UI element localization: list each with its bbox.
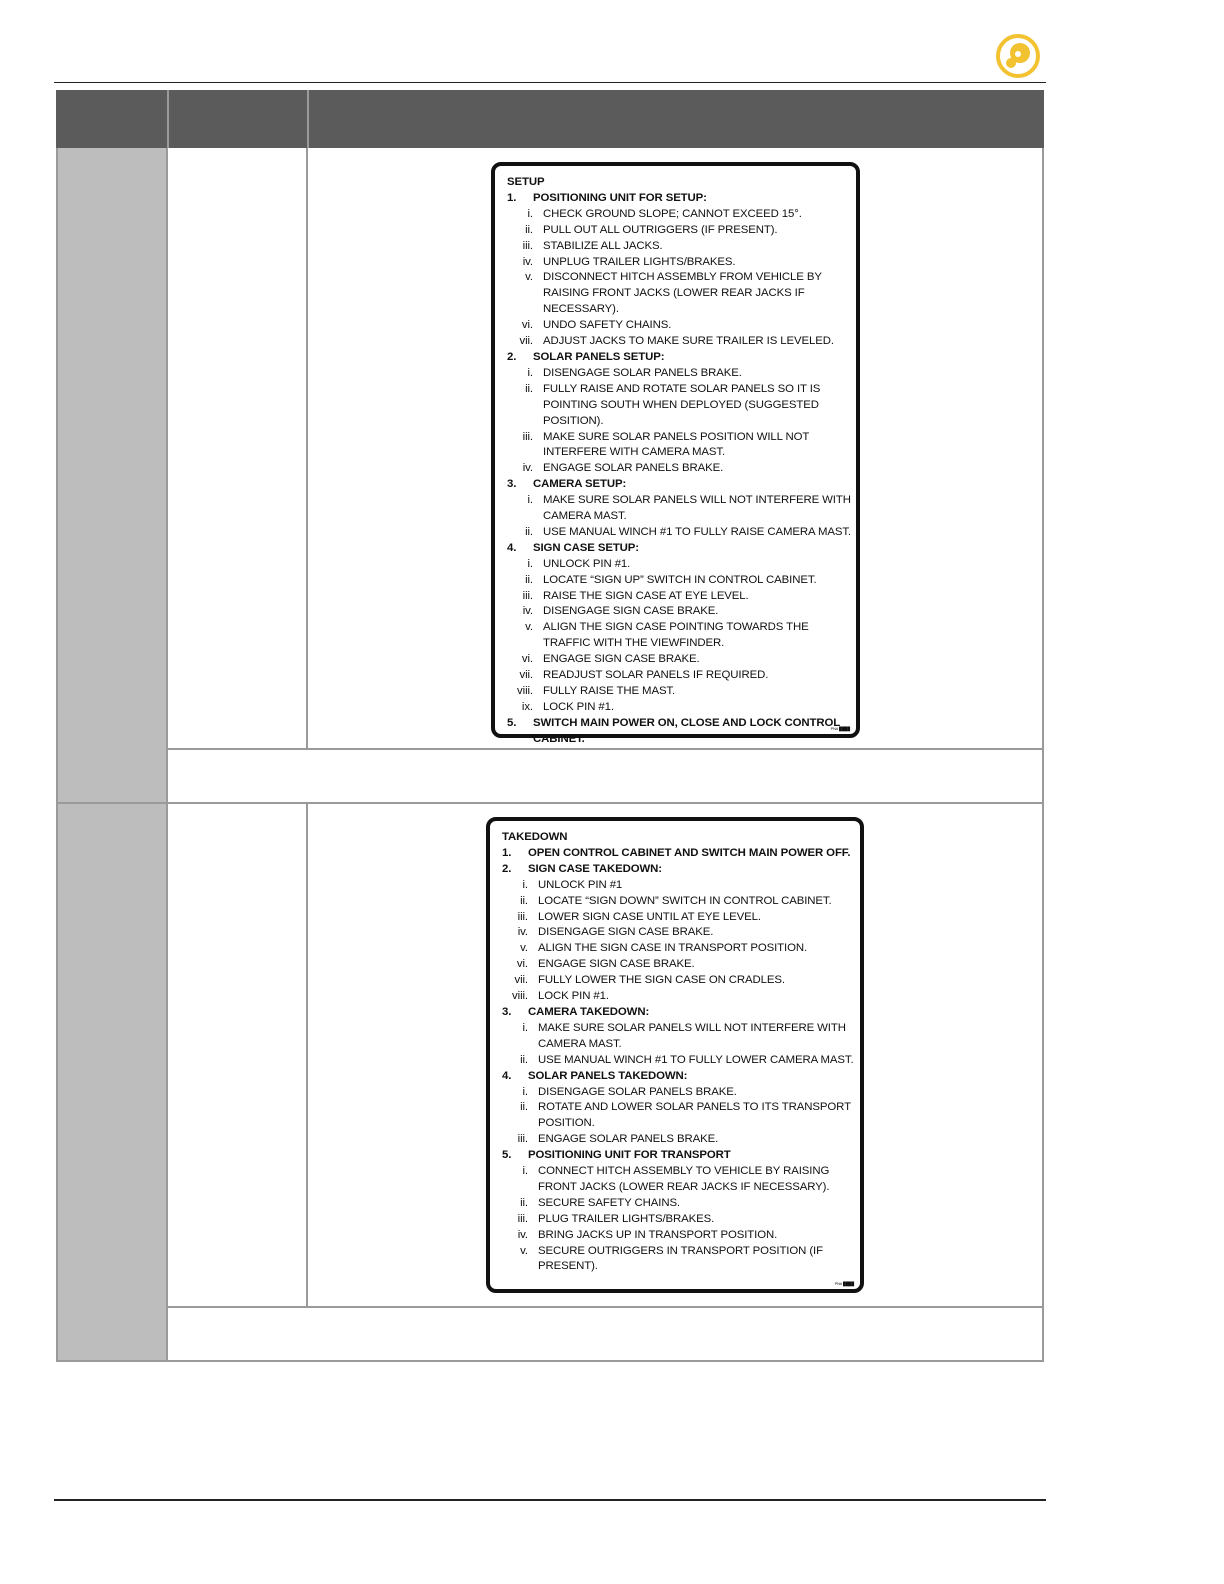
- list-item: [507, 684, 852, 700]
- section-title: CAMERA TAKEDOWN:: [528, 1005, 650, 1018]
- list-item: [502, 1021, 856, 1053]
- item-numeral: i.: [522, 878, 528, 891]
- item-numeral: iv.: [517, 926, 528, 939]
- section-number: 5.: [507, 716, 517, 729]
- item-text: DISENGAGE SIGN CASE BRAKE.: [538, 926, 714, 939]
- section-title: SIGN CASE TAKEDOWN:: [528, 862, 662, 875]
- item-numeral: iii.: [517, 1212, 528, 1225]
- item-text: ADJUST JACKS TO MAKE SURE TRAILER IS LEVELED.: [543, 335, 834, 348]
- list-item: [507, 589, 852, 605]
- item-numeral: iii.: [517, 1133, 528, 1146]
- list-item: [502, 1244, 856, 1276]
- item-numeral: vi.: [516, 958, 528, 971]
- section-heading: [502, 1005, 856, 1021]
- item-text: MAKE SURE SOLAR PANELS POSITION WILL NOT INTERFERE WITH CAMERA MAST.: [543, 430, 810, 459]
- section-title: CAMERA SETUP:: [533, 478, 627, 491]
- list-item: [507, 382, 852, 430]
- item-text: FULLY RAISE AND ROTATE SOLAR PANELS SO IT IS POINTING SOUTH WHEN DEPLOYED (SUGGESTED POSITION).: [543, 382, 821, 427]
- item-numeral: vii.: [519, 335, 533, 348]
- item-text: USE MANUAL WINCH #1 TO FULLY RAISE CAMERA MAST.: [543, 525, 851, 538]
- section-title: OPEN CONTROL CABINET AND SWITCH MAIN POWER OFF.: [528, 846, 851, 859]
- list-item: [507, 318, 852, 334]
- item-numeral: ii.: [525, 382, 533, 395]
- item-text: STABILIZE ALL JACKS.: [543, 239, 663, 252]
- item-text: UNPLUG TRAILER LIGHTS/BRAKES.: [543, 255, 736, 268]
- item-numeral: iv.: [522, 605, 533, 618]
- item-text: SECURE OUTRIGGERS IN TRANSPORT POSITION (IF PRESENT).: [538, 1244, 823, 1273]
- item-text: UNDO SAFETY CHAINS.: [543, 319, 672, 332]
- list-item: [507, 604, 852, 620]
- list-item: [502, 1053, 856, 1069]
- item-numeral: viii.: [517, 685, 533, 697]
- list-item: [502, 957, 856, 973]
- list-item: [507, 334, 852, 350]
- list-item: [502, 941, 856, 957]
- list-item: [507, 557, 852, 573]
- list-item: [507, 255, 852, 271]
- item-text: READJUST SOLAR PANELS IF REQUIRED.: [543, 669, 769, 682]
- section-number: 1.: [502, 846, 512, 859]
- item-numeral: ii.: [520, 894, 528, 907]
- section-heading: [502, 1069, 856, 1085]
- item-numeral: iii.: [522, 589, 533, 602]
- item-numeral: v.: [520, 942, 528, 955]
- setup-side-cell: [56, 148, 168, 802]
- section-number: 3.: [502, 1005, 512, 1018]
- section-number: 2.: [507, 350, 517, 363]
- item-numeral: vi.: [521, 319, 533, 332]
- item-text: ENGAGE SIGN CASE BRAKE.: [543, 653, 700, 666]
- setup-instructions-label: [491, 162, 860, 745]
- item-numeral: ii.: [525, 573, 533, 586]
- section-heading: [507, 477, 852, 493]
- list-item: [507, 270, 852, 318]
- list-item: [507, 239, 852, 255]
- item-numeral: ix.: [521, 700, 533, 713]
- list-item: [502, 973, 856, 989]
- item-numeral: iii.: [517, 910, 528, 923]
- list-item: [507, 223, 852, 239]
- item-numeral: i.: [527, 557, 533, 570]
- section-number: 1.: [507, 191, 517, 204]
- section-number: 4.: [502, 1069, 512, 1082]
- list-item: [502, 1212, 856, 1228]
- list-item: [502, 1228, 856, 1244]
- list-item: [507, 700, 852, 716]
- setup-note-cell: [168, 748, 1044, 802]
- item-text: ENGAGE SOLAR PANELS BRAKE.: [543, 462, 724, 475]
- item-text: MAKE SURE SOLAR PANELS WILL NOT INTERFERE WITH CAMERA MAST.: [543, 494, 851, 523]
- item-text: LOWER SIGN CASE UNTIL AT EYE LEVEL.: [538, 910, 761, 923]
- part-number: PN# ████: [830, 726, 850, 731]
- item-text: UNLOCK PIN #1: [538, 878, 623, 891]
- takedown-title: TAKEDOWN: [502, 831, 568, 843]
- item-text: DISCONNECT HITCH ASSEMBLY FROM VEHICLE BY RAISING FRONT JACKS (LOWER REAR JACKS IF NECESSARY).: [543, 271, 822, 316]
- item-text: ENGAGE SIGN CASE BRAKE.: [538, 958, 695, 971]
- list-item: [507, 366, 852, 382]
- list-item: [502, 878, 856, 894]
- item-text: PLUG TRAILER LIGHTS/BRAKES.: [538, 1212, 715, 1225]
- section-number: 4.: [507, 541, 517, 554]
- section-heading: [502, 862, 856, 878]
- item-numeral: vi.: [521, 653, 533, 666]
- item-text: DISENGAGE SIGN CASE BRAKE.: [543, 605, 719, 618]
- section-title: POSITIONING UNIT FOR TRANSPORT: [528, 1149, 731, 1162]
- item-text: SECURE SAFETY CHAINS.: [538, 1196, 681, 1209]
- list-item: [507, 573, 852, 589]
- setup-title: SETUP: [507, 176, 545, 188]
- item-text: DISENGAGE SOLAR PANELS BRAKE.: [538, 1085, 737, 1098]
- section-number: 3.: [507, 478, 517, 491]
- item-numeral: ii.: [525, 223, 533, 236]
- list-item: [507, 207, 852, 223]
- list-item: [502, 1085, 856, 1101]
- takedown-side-cell: [56, 804, 168, 1360]
- item-numeral: iv.: [517, 1228, 528, 1241]
- item-numeral: i.: [527, 366, 533, 379]
- item-text: LOCATE “SIGN UP” SWITCH IN CONTROL CABINET.: [543, 573, 817, 586]
- item-numeral: iv.: [522, 462, 533, 475]
- item-numeral: v.: [520, 1244, 528, 1257]
- list-item: [502, 1100, 856, 1132]
- item-text: BRING JACKS UP IN TRANSPORT POSITION.: [538, 1228, 778, 1241]
- list-item: [502, 910, 856, 926]
- item-numeral: ii.: [520, 1053, 528, 1066]
- takedown-step-cell: [168, 804, 308, 1308]
- item-text: DISENGAGE SOLAR PANELS BRAKE.: [543, 366, 742, 379]
- item-numeral: iv.: [522, 255, 533, 268]
- item-numeral: i.: [522, 1021, 528, 1034]
- item-numeral: ii.: [525, 525, 533, 538]
- section-number: 2.: [502, 862, 512, 875]
- item-numeral: i.: [522, 1165, 528, 1178]
- section-heading: [507, 716, 852, 748]
- item-text: ROTATE AND LOWER SOLAR PANELS TO ITS TRANSPORT POSITION.: [538, 1101, 851, 1130]
- section-number: 5.: [502, 1149, 512, 1162]
- item-text: FULLY RAISE THE MAST.: [543, 685, 676, 697]
- item-text: CHECK GROUND SLOPE; CANNOT EXCEED 15°.: [543, 207, 802, 220]
- list-item: [507, 461, 852, 477]
- list-item: [502, 1132, 856, 1148]
- item-text: LOCK PIN #1.: [538, 990, 609, 1003]
- list-item: [502, 1196, 856, 1212]
- item-numeral: i.: [522, 1085, 528, 1098]
- item-numeral: v.: [525, 271, 533, 284]
- section-heading: [502, 846, 856, 862]
- item-numeral: viii.: [512, 990, 528, 1003]
- section-title: SOLAR PANELS TAKEDOWN:: [528, 1069, 688, 1082]
- section-heading: [502, 1148, 856, 1164]
- list-item: [507, 493, 852, 525]
- item-text: LOCK PIN #1.: [543, 700, 614, 713]
- section-title: SOLAR PANELS SETUP:: [533, 350, 665, 363]
- list-item: [507, 668, 852, 684]
- list-item: [502, 894, 856, 910]
- table-header: [56, 90, 1044, 148]
- company-logo-icon: [996, 34, 1040, 78]
- item-text: ALIGN THE SIGN CASE IN TRANSPORT POSITION.: [538, 942, 808, 955]
- item-numeral: vii.: [519, 669, 533, 682]
- item-text: USE MANUAL WINCH #1 TO FULLY LOWER CAMERA MAST.: [538, 1053, 854, 1066]
- item-numeral: iii.: [522, 239, 533, 252]
- item-text: ALIGN THE SIGN CASE POINTING TOWARDS THE TRAFFIC WITH THE VIEWFINDER.: [543, 621, 809, 650]
- item-text: MAKE SURE SOLAR PANELS WILL NOT INTERFERE WITH CAMERA MAST.: [538, 1021, 846, 1050]
- part-number: PN# ████: [834, 1281, 854, 1286]
- section-title: SWITCH MAIN POWER ON, CLOSE AND LOCK CONTROL CABINET.: [533, 716, 840, 745]
- item-numeral: ii.: [520, 1101, 528, 1114]
- item-text: FULLY LOWER THE SIGN CASE ON CRADLES.: [538, 974, 785, 987]
- list-item: [502, 925, 856, 941]
- footer-rule: [54, 1499, 1046, 1501]
- section-title: SIGN CASE SETUP:: [533, 541, 639, 554]
- item-text: CONNECT HITCH ASSEMBLY TO VEHICLE BY RAISING FRONT JACKS (LOWER REAR JACKS IF NECESSARY).: [538, 1165, 830, 1193]
- item-numeral: vii.: [514, 974, 528, 987]
- item-text: UNLOCK PIN #1.: [543, 557, 631, 570]
- item-text: RAISE THE SIGN CASE AT EYE LEVEL.: [543, 589, 749, 602]
- item-numeral: iii.: [522, 430, 533, 443]
- list-item: [502, 1164, 856, 1196]
- list-item: [507, 525, 852, 541]
- item-text: LOCATE “SIGN DOWN” SWITCH IN CONTROL CABINET.: [538, 894, 832, 907]
- item-numeral: i.: [527, 207, 533, 220]
- list-item: [507, 620, 852, 652]
- item-numeral: i.: [527, 494, 533, 507]
- item-numeral: ii.: [520, 1196, 528, 1209]
- item-text: PULL OUT ALL OUTRIGGERS (IF PRESENT).: [543, 223, 778, 236]
- section-heading: [507, 541, 852, 557]
- setup-step-cell: [168, 148, 308, 750]
- takedown-instructions-label: [486, 817, 864, 1293]
- item-numeral: v.: [525, 621, 533, 634]
- section-heading: [507, 191, 852, 207]
- list-item: [507, 430, 852, 462]
- section-heading: [507, 350, 852, 366]
- section-title: POSITIONING UNIT FOR SETUP:: [533, 191, 707, 204]
- takedown-note-cell: [168, 1306, 1044, 1360]
- header-rule: [54, 82, 1046, 83]
- list-item: [502, 989, 856, 1005]
- list-item: [507, 652, 852, 668]
- item-text: ENGAGE SOLAR PANELS BRAKE.: [538, 1133, 719, 1146]
